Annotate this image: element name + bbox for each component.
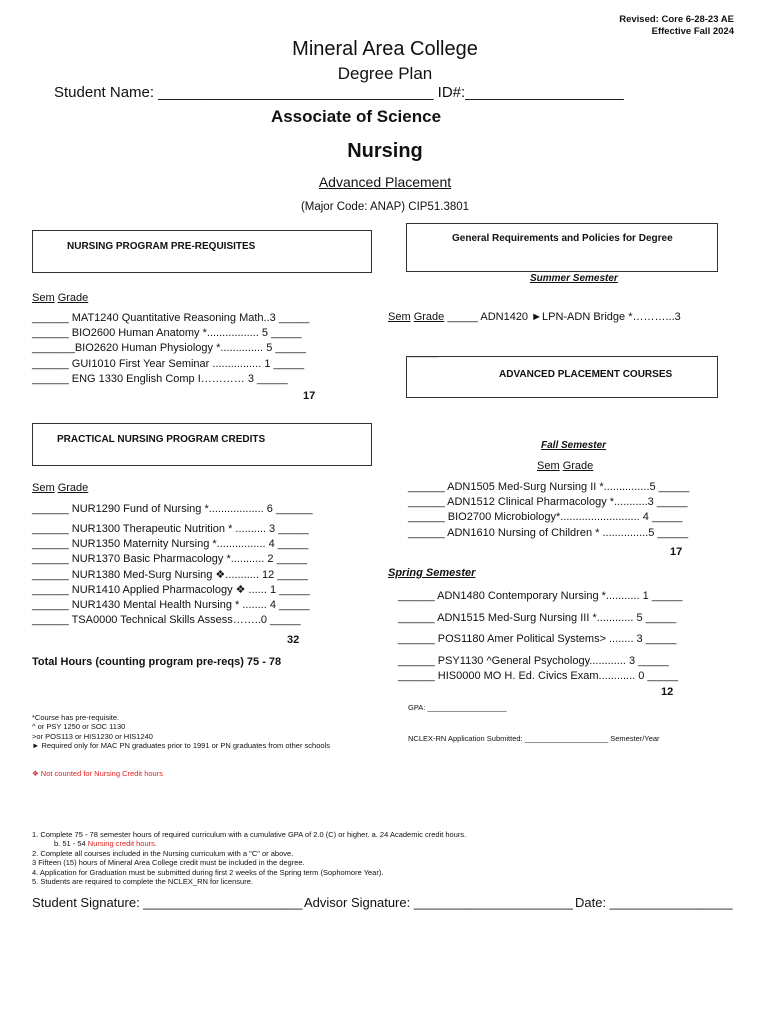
fall-row: ______ ADN1505 Med-Surg Nursing II *...............5 _____ bbox=[408, 481, 690, 493]
requirement-item: 3 Fifteen (15) hours of Mineral Area College credit must be included in the degree. bbox=[32, 858, 305, 868]
not-counted-note: ❖ Not counted for Nursing Credit hours bbox=[32, 769, 163, 778]
prereq-sem-grade bbox=[32, 292, 88, 304]
fall-row: ______ BIO2700 Microbiology*.......................... 4 _____ bbox=[408, 511, 683, 524]
fall-semester-header: Fall Semester bbox=[541, 440, 607, 451]
prereq-row: ______ BIO2600 Human Anatomy *................. 5 _____ bbox=[32, 327, 302, 340]
track-title: Advanced Placement bbox=[318, 174, 452, 190]
nursing-credit-hours: Nursing credit hours. bbox=[87, 839, 157, 849]
sem-label: Sem bbox=[32, 482, 55, 494]
prereq-box bbox=[32, 230, 372, 273]
summer-row bbox=[388, 311, 681, 323]
date-line: Date: _________________ bbox=[575, 895, 733, 910]
student-name-id-line: Student Name: _________________________________ ID#:___________________ bbox=[54, 84, 624, 101]
grade-label: Grade bbox=[562, 460, 594, 472]
policy-box-label: General Requirements and Policies for Degree bbox=[452, 233, 673, 244]
fall-row: ______ ADN1610 Nursing of Children * ...............5 _____ bbox=[408, 526, 689, 539]
summer-course: _____ ADN1420 ►LPN-ADN Bridge *………...3 bbox=[444, 311, 681, 323]
requirement-item: 1. Complete 75 - 78 semester hours of required curriculum with a cumulative GPA of 2.0 (C) or higher. a. 24 Academic credit hours. bbox=[32, 830, 467, 839]
footnotes bbox=[32, 713, 330, 751]
fall-list bbox=[408, 480, 689, 541]
requirement-item: 4. Application for Graduation must be submitted during first 2 weeks of the Spring term (Sophomore Year). bbox=[32, 867, 384, 877]
spring-total: 12 bbox=[661, 686, 674, 698]
prereq-row: _______BIO2620 Human Physiology *.............. 5 _____ bbox=[32, 342, 306, 355]
gpa-line: GPA: ___________________ bbox=[408, 703, 507, 712]
fall-sem-grade bbox=[537, 460, 593, 472]
practical-row: ______ NUR1300 Therapeutic Nutrition * .......... 3 _____ bbox=[32, 523, 309, 535]
grade-label: Grade bbox=[57, 292, 89, 304]
prereq-list bbox=[32, 311, 309, 387]
prereq-row: ______ MAT1240 Quantitative Reasoning Math..3 _____ bbox=[32, 312, 310, 324]
footnote: ► Required only for MAC PN graduates prior to 1991 or PN graduates from other schools bbox=[32, 741, 330, 751]
practical-list bbox=[32, 522, 310, 628]
prereq-row: ______ ENG 1330 English Comp I………… 3 _____ bbox=[32, 372, 288, 385]
advanced-box-label: ADVANCED PLACEMENT COURSES bbox=[499, 369, 673, 380]
practical-row: ______ NUR1350 Maternity Nursing *................ 4 _____ bbox=[32, 538, 309, 551]
sem-label: Sem bbox=[388, 311, 411, 323]
summer-semester-header: Summer Semester bbox=[530, 273, 618, 284]
spring-row: ______ ADN1480 Contemporary Nursing *........... 1 _____ bbox=[398, 590, 683, 602]
spring-list bbox=[398, 586, 682, 651]
revision-note bbox=[619, 14, 734, 38]
fall-row: ______ ADN1512 Clinical Pharmacology *...........3 _____ bbox=[408, 496, 688, 509]
practical-row: ______ NUR1410 Applied Pharmacology ❖ ...... 1 _____ bbox=[32, 583, 310, 596]
summer-blank: _____ bbox=[408, 346, 439, 358]
grade-label: Grade bbox=[413, 311, 445, 323]
practical-box-label: PRACTICAL NURSING PROGRAM CREDITS bbox=[57, 434, 266, 445]
practical-row: ______ NUR1370 Basic Pharmacology *........... 2 _____ bbox=[32, 553, 308, 566]
requirement-item: 2. Complete all courses included in the Nursing curriculum with a "C" or above. bbox=[32, 848, 294, 858]
prereq-total: 17 bbox=[303, 390, 316, 402]
spring-row: ______ HIS0000 MO H. Ed. Civics Exam............ 0 _____ bbox=[398, 670, 679, 683]
requirement-prefix: b. 51 - 54 bbox=[54, 839, 88, 849]
degree-title: Associate of Science bbox=[270, 107, 442, 126]
spring-row: ______ POS1180 Amer Political Systems> ........ 3 _____ bbox=[398, 633, 677, 645]
footnote: *Course has pre-requisite. bbox=[32, 713, 120, 722]
fall-total: 17 bbox=[670, 546, 683, 558]
spring-list-2 bbox=[398, 654, 678, 684]
practical-box bbox=[32, 423, 372, 466]
program-title: Nursing bbox=[347, 140, 423, 162]
practical-row: ______ NUR1430 Mental Health Nursing * ........ 4 _____ bbox=[32, 599, 310, 612]
effective-text: Effective Fall 2024 bbox=[651, 26, 734, 37]
footnote: ^ or PSY 1250 or SOC 1130 bbox=[32, 722, 126, 732]
revised-text: Revised: Core 6-28-23 AE bbox=[619, 14, 734, 25]
sem-label: Sem bbox=[32, 292, 55, 304]
student-signature: Student Signature: ______________________ bbox=[32, 895, 303, 910]
requirement-item: 5. Students are required to complete the NCLEX_RN for licensure. bbox=[32, 877, 253, 887]
requirement-item bbox=[32, 839, 466, 848]
advisor-signature: Advisor Signature: ______________________ bbox=[304, 895, 573, 910]
spring-row: ______ PSY1130 ^General Psychology............ 3 _____ bbox=[398, 655, 669, 667]
footnote: >or POS113 or HIS1230 or HIS1240 bbox=[32, 731, 153, 741]
practical-sem-grade bbox=[32, 482, 88, 494]
grade-label: Grade bbox=[57, 482, 89, 494]
prereq-box-label: NURSING PROGRAM PRE-REQUISITES bbox=[67, 241, 256, 252]
practical-total: 32 bbox=[287, 634, 300, 646]
total-hours: Total Hours (counting program pre-reqs) 75 - 78 bbox=[32, 656, 282, 668]
advanced-box bbox=[406, 356, 718, 398]
degree-plan-title: Degree Plan bbox=[337, 64, 433, 83]
prereq-row: ______ GUI1010 First Year Seminar ................ 1 _____ bbox=[32, 357, 305, 370]
spring-row: ______ ADN1515 Med-Surg Nursing III *............ 5 _____ bbox=[398, 611, 677, 624]
practical-row: ______ NUR1380 Med-Surg Nursing ❖........... 12 _____ bbox=[32, 568, 308, 581]
spring-semester-header: Spring Semester bbox=[388, 567, 476, 579]
sem-label: Sem bbox=[537, 460, 560, 472]
college-title: Mineral Area College bbox=[292, 38, 478, 60]
requirements-list bbox=[32, 830, 466, 886]
practical-first-row: ______ NUR1290 Fund of Nursing *.................. 6 ______ bbox=[32, 503, 313, 515]
nclex-line: NCLEX-RN Application Submitted: ____________________ Semester/Year bbox=[408, 734, 660, 743]
practical-row: ______ TSA0000 Technical Skills Assess……..0 _____ bbox=[32, 614, 301, 627]
policy-box bbox=[406, 223, 718, 272]
major-code: (Major Code: ANAP) CIP51.3801 bbox=[300, 201, 470, 213]
